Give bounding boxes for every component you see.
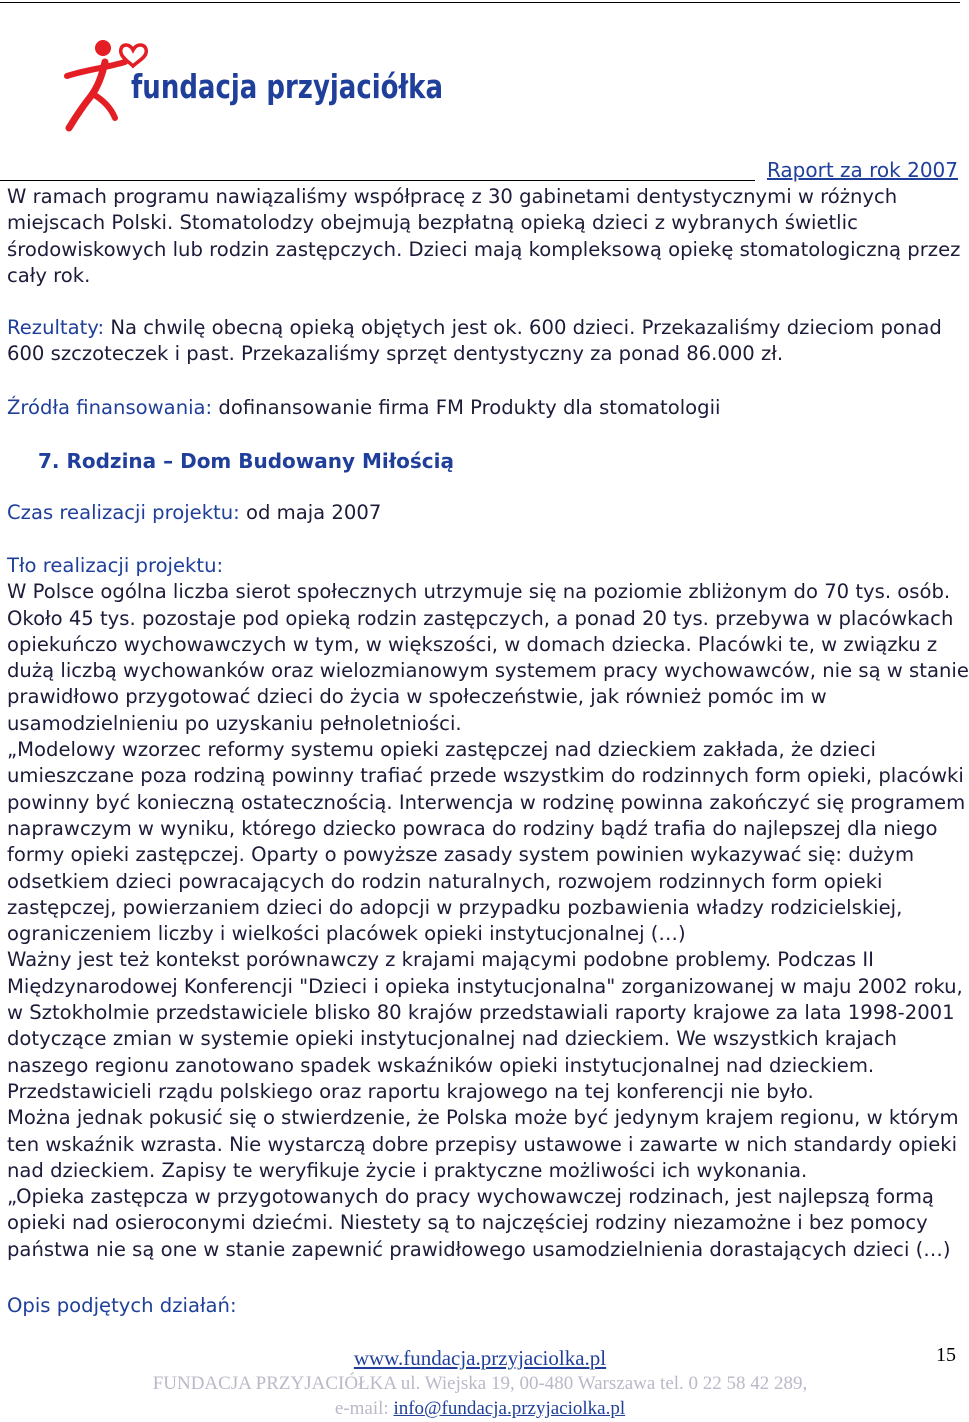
background-line: zastępczej, powierzaniem dzieci do adopcji w przypadku pozbawienia władzy rodzicielskiej, xyxy=(7,895,903,919)
background-line: umieszczane poza rodziną powinny trafiać przede wszystkim do rodzinnych form opieki, placówki xyxy=(7,764,964,788)
footer-website-link[interactable]: www.fundacja.przyjaciolka.pl xyxy=(353,1346,607,1370)
background-line: Około 45 tys. pozostaje pod opieką rodzin zastępczych, a ponad 20 tys. przebywa w placówkach xyxy=(7,606,954,630)
background-section xyxy=(7,553,969,1263)
results-line xyxy=(7,315,952,341)
background-line: powinny być konieczną ostatecznością. Interwencja w rodzinę powinna zakończyć się programem xyxy=(7,790,966,814)
background-line: Międzynarodowej Konferencji "Dzieci i opieka instytucjonalna" zorganizowanej w maju 2002 roku, xyxy=(7,974,963,998)
funding-paragraph xyxy=(7,395,952,421)
section-heading: 7. Rodzina – Dom Budowany Miłością xyxy=(38,449,455,473)
background-line: w Sztokholmie przedstawiciele blisko 80 krajów przedstawiali raporty krajowe za lata 1998-2001 xyxy=(7,1001,955,1025)
intro-line: W ramach programu nawiązaliśmy współpracę z 30 gabinetami dentystycznymi w różnych xyxy=(7,185,898,208)
background-line: W Polsce ogólna liczba sierot społecznych utrzymuje się na poziomie zbliżonym do 70 tys. osób. xyxy=(7,580,951,604)
results-line: 600 szczoteczek i past. Przekazaliśmy sprzęt dentystyczny za ponad 86.000 zł. xyxy=(7,342,784,366)
header-rule xyxy=(0,180,755,181)
actions-label: Opis podjętych działań: xyxy=(7,1294,237,1317)
figure-arms-icon xyxy=(67,62,125,76)
background-line: nad dzieckiem. Zapisy te weryfikuje życie i praktyczne możliwości ich wykonania. xyxy=(7,1158,808,1182)
report-title: Raport za rok 2007 xyxy=(766,158,958,182)
background-line: dotyczące zmian w systemie opieki instytucjonalnej nad dzieckiem. We wszystkich krajach xyxy=(7,1027,897,1051)
figure-head-icon xyxy=(95,40,111,56)
page-number: 15 xyxy=(936,1344,956,1366)
intro-line: miejscach Polski. Stomatolodzy obejmują bezpłatną opieką dzieci z wybranych świetlic xyxy=(7,211,858,235)
funding-line xyxy=(7,395,952,421)
background-line: „Opieka zastępcza w przygotowanych do pracy wychowawczej rodzinach, jest najlepszą formą xyxy=(7,1185,934,1209)
realization-paragraph xyxy=(7,500,952,526)
intro-paragraph xyxy=(7,184,961,289)
footer-address: FUNDACJA PRZYJACIÓŁKA ul. Wiejska 19, 00-480 Warszawa tel. 0 22 58 42 289, xyxy=(152,1373,808,1394)
background-line: prawidłowo przygotować dzieci do życia w społeczeństwie, jak również pomóc im w xyxy=(7,685,827,709)
background-line: odsetkiem dzieci powracających do rodzin naturalnych, rozwojem rodzinnych form opieki xyxy=(7,869,883,893)
figure-leg-icon xyxy=(93,94,115,118)
background-line: „Modelowy wzorzec reformy systemu opieki zastępczej nad dzieckiem zakłada, że dzieci xyxy=(7,738,876,762)
realization-text: od maja 2007 xyxy=(239,501,382,524)
top-rule xyxy=(0,2,960,3)
background-line: opieki nad osieroconymi dziećmi. Niestety są to najczęściej rodziny niezamożne i bez pomocy xyxy=(7,1211,928,1235)
results-label: Rezultaty: xyxy=(7,316,105,339)
foundation-logo xyxy=(55,32,455,142)
logo-graphic xyxy=(55,32,455,142)
logo-wordmark: fundacja przyjaciółka xyxy=(131,67,443,106)
background-line: ten wskaźnik wzrasta. Nie wystarczą dobre przepisy ustawowe i zawarte w nich standardy opieki xyxy=(7,1132,958,1156)
background-line: państwa nie są one w stanie zapewnić prawidłowego usamodzielnienia dorastających dzieci (…) xyxy=(7,1237,951,1261)
funding-text: dofinansowanie firma FM Produkty dla stomatologii xyxy=(212,396,721,419)
background-line: formy opieki zastępczej. Oparty o powyższe zasady system powinien wykazywać się: dużym xyxy=(7,843,915,867)
actions-section xyxy=(7,1293,952,1319)
background-label: Tło realizacji projektu: xyxy=(7,554,224,577)
footer-email-label: e-mail: xyxy=(334,1398,394,1419)
realization-line xyxy=(7,500,952,526)
background-line: naszego regionu zanotowano spadek wskaźników opieki instytucjonalnej nad dzieckiem. xyxy=(7,1053,875,1077)
report-header xyxy=(0,158,960,182)
intro-line: cały rok. xyxy=(7,263,91,287)
funding-label: Źródła finansowania: xyxy=(7,396,213,419)
background-line: usamodzielnieniu po uzyskaniu pełnoletniości. xyxy=(7,711,462,735)
footer-email-line xyxy=(0,1398,960,1420)
background-line: Można jednak pokusić się o stwierdzenie, że Polska może być jedynym krajem regionu, w którym xyxy=(7,1106,959,1130)
footer-email-link[interactable]: info@fundacja.przyjaciolka.pl xyxy=(393,1398,626,1419)
background-line: Przedstawicieli rządu polskiego oraz raportu krajowego na tej konferencji nie było. xyxy=(7,1079,814,1103)
realization-label: Czas realizacji projektu: xyxy=(7,501,240,524)
background-line: ograniczeniem liczby i wielkości placówek opieki instytucjonalnej (…) xyxy=(7,922,686,946)
results-text: Na chwilę obecną opieką objętych jest ok. 600 dzieci. Przekazaliśmy dzieciom ponad xyxy=(104,316,942,339)
background-line: dużą liczbą wychowanków oraz wielozmianowym systemem pracy wychowawców, nie są w stanie xyxy=(7,659,969,683)
results-paragraph xyxy=(7,315,952,368)
background-line: opiekuńczo wychowawczych w tym, w większości, w domach dziecka. Placówki te, w związku z xyxy=(7,632,938,656)
intro-line: środowiskowych lub rodzin zastępczych. Dzieci mają kompleksową opiekę stomatologiczną przez xyxy=(7,237,961,261)
background-line: Ważny jest też kontekst porównawczy z krajami mającymi podobne problemy. Podczas II xyxy=(7,948,874,972)
background-line: naprawczym w wyniku, którego dziecko powraca do rodziny bądź trafia do najlepszej dla niego xyxy=(7,816,938,840)
